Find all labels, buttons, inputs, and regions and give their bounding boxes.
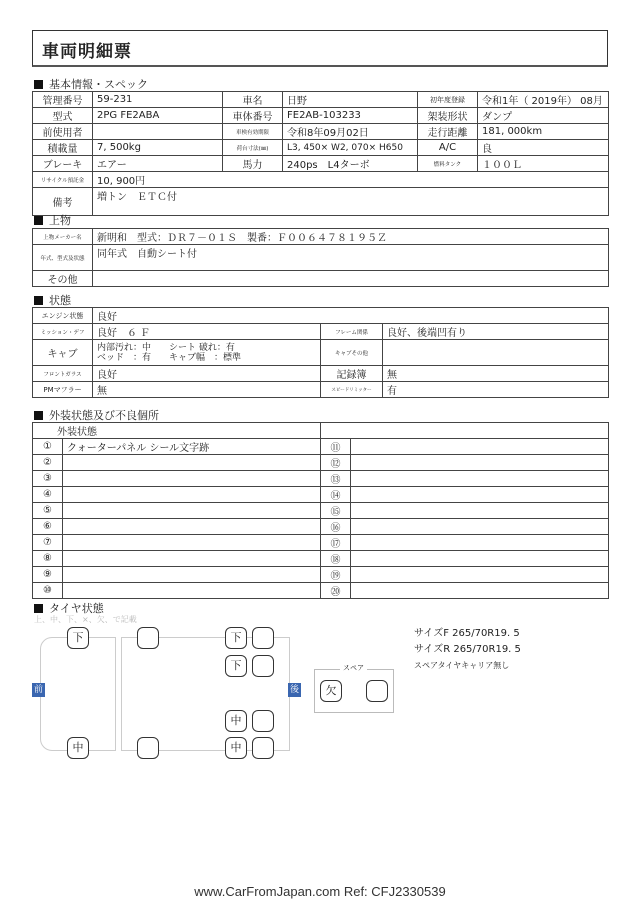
spare-label: スペア [340,663,367,673]
table-row [33,108,609,124]
label: 前使用者 [33,124,93,140]
section-exterior-heading: 外装状態及び不良個所 [34,407,159,423]
label: 走行距離 [418,124,478,140]
table-row [33,92,609,108]
fuel-value: １００Ｌ [478,156,609,172]
item-number: ⑤ [33,503,63,519]
table-row [33,340,609,366]
item-number: ④ [33,487,63,503]
item-number: ⑩ [33,583,63,599]
item-text [351,439,609,455]
table-row [33,271,609,287]
label: 上物メーカー名 [33,229,93,245]
tire-spare-1[interactable]: 欠 [320,680,342,702]
table-row [33,382,609,398]
exterior-row [33,471,609,487]
tire-rear-bot-1[interactable]: 中 [225,710,247,732]
tire-mid-top[interactable] [137,627,159,649]
label: その他 [33,271,93,287]
item-number: ⑧ [33,551,63,567]
tire-rear-top-3[interactable]: 下 [225,655,247,677]
tire-sizes [414,626,521,674]
chassis-value: FE2AB-103233 [283,108,418,124]
cab-other-value [383,340,609,366]
table-row [33,366,609,382]
label: PMマフラー [33,382,93,398]
item-text [351,503,609,519]
remarks-value: 増トン ＥＴＣ付 [93,188,609,216]
label: 記録簿 [321,366,383,382]
tire-mid-bottom[interactable] [137,737,159,759]
item-text [351,583,609,599]
limiter-value: 有 [383,382,609,398]
exterior-row [33,439,609,455]
label: エンジン状態 [33,308,93,324]
item-number: ⑥ [33,519,63,535]
table-row [33,156,609,172]
label: 車検有効期限 [223,124,283,140]
exterior-row [33,503,609,519]
inspection-value: 令和8年09月02日 [283,124,418,140]
label: 馬力 [223,156,283,172]
front-tag: 前 [33,685,43,695]
item-text [351,567,609,583]
label: 車名 [223,92,283,108]
tire-rear-bot-4[interactable] [252,737,274,759]
maker-value: 新明和 型式：ＤＲ７－０１Ｓ 製番：Ｆ００６４７８１９５Ｚ [93,229,609,245]
item-number: ⑱ [321,551,351,567]
item-text [63,567,321,583]
exterior-row [33,567,609,583]
item-number: ③ [33,471,63,487]
item-text [63,535,321,551]
item-number: ① [33,439,63,455]
item-number: ⑨ [33,567,63,583]
ac-value: 良 [478,140,609,156]
page-title: 車両明細票 [42,42,132,62]
table-row [33,229,609,245]
item-text [351,551,609,567]
tire-front-left[interactable]: 下 [67,627,89,649]
recycle-value: 10, 900円 [93,172,609,188]
basic-info-table [32,91,609,216]
exterior-table [32,422,609,599]
label: ブレーキ [33,156,93,172]
year-value: 同年式 自動シート付 [93,245,609,271]
spare-note: スペアタイヤキャリア無し [414,661,510,670]
first-reg-value: 令和1年（ 2019年） 08月 [478,92,609,108]
table-row [33,324,609,340]
label: リサイクル預託金 [33,172,93,188]
rear-tag: 後 [289,685,299,695]
car-name-value: 日野 [283,92,418,108]
exterior-row [33,487,609,503]
brake-value: エアー [93,156,223,172]
item-text [63,551,321,567]
label: 年式、型式及状態 [33,245,93,271]
table-row [33,172,609,188]
item-text [351,487,609,503]
tire-rear-top-2[interactable] [252,627,274,649]
size-front: サイズF 265/70R19. 5 [414,628,520,639]
label: スピードリミッター [321,382,383,398]
prev-user-value [93,124,223,140]
engine-value: 良好 [93,308,609,324]
label: 燃料タンク [418,156,478,172]
mission-value: 良好 ６ Ｆ [93,324,321,340]
table-row [33,140,609,156]
tire-rear-top-4[interactable] [252,655,274,677]
item-text [63,503,321,519]
exterior-row [33,583,609,599]
item-number: ⑯ [321,519,351,535]
mileage-value: 181, 000km [478,124,609,140]
item-text [351,519,609,535]
frame-value: 良好、後端凹有り [383,324,609,340]
item-text [63,583,321,599]
record-value: 無 [383,366,609,382]
item-text [351,535,609,551]
section-tires-heading: タイヤ状態 [34,600,104,616]
label: 積載量 [33,140,93,156]
item-number: ② [33,455,63,471]
exterior-row [33,535,609,551]
condition-table [32,307,609,398]
label: フロントガラス [33,366,93,382]
item-number: ⑳ [321,583,351,599]
label: 型式 [33,108,93,124]
body-type-value: ダンプ [478,108,609,124]
exterior-row [33,519,609,535]
item-text [63,455,321,471]
item-number: ⑮ [321,503,351,519]
label: 車体番号 [223,108,283,124]
label: 架装形状 [418,108,478,124]
section-condition-heading: 状態 [34,292,71,308]
hp-value: 240ps L4ターボ [283,156,418,172]
cab-line-1: 内部汚れ：中 シート 破れ：有 [97,342,235,353]
item-text [63,487,321,503]
item-text [351,455,609,471]
title-box [32,30,608,67]
label: A/C [418,140,478,156]
item-text: クォーターパネル シール文字跡 [63,439,321,455]
tire-spare-2[interactable] [366,680,388,702]
mgmt-no-value: 59-231 [93,92,223,108]
windshield-value: 良好 [93,366,321,382]
bed-size-value: L3, 450× W2, 070× H650 [283,140,418,156]
size-rear: サイズR 265/70R19. 5 [414,644,521,655]
section-basic-heading: 基本情報・スペック [34,76,148,92]
table-row [33,308,609,324]
muffler-value: 無 [93,382,321,398]
label: ミッション・デフ [33,324,93,340]
tire-hint: 上、中、下、×、欠、で記載 [34,615,137,624]
load-value: 7, 500kg [93,140,223,156]
tire-front-right[interactable]: 中 [67,737,89,759]
item-number: ⑭ [321,487,351,503]
tire-rear-top-1[interactable]: 下 [225,627,247,649]
table-row [33,245,609,271]
item-text [351,471,609,487]
exterior-row [33,551,609,567]
label: 初年度登録 [418,92,478,108]
table-row [33,124,609,140]
label: 荷台寸法(㎜) [223,140,283,156]
item-text [63,471,321,487]
item-number: ⑦ [33,535,63,551]
exterior-row [33,455,609,471]
item-number: ⑰ [321,535,351,551]
item-number: ⑪ [321,439,351,455]
exterior-header: 外装状態 [57,427,97,438]
tire-rear-bot-2[interactable] [252,710,274,732]
tire-rear-bot-3[interactable]: 中 [225,737,247,759]
item-number: ⑫ [321,455,351,471]
label: 備考 [33,188,93,216]
item-number: ⑲ [321,567,351,583]
label: フレーム関係 [321,324,383,340]
item-text [63,519,321,535]
footer-ref: www.CarFromJapan.com Ref: CFJ2330539 [194,884,446,899]
model-value: 2PG FE2ABA [93,108,223,124]
label: キャブ [33,340,93,366]
table-row [33,423,609,439]
cab-line-2: ベッド ：有 キャブ幅 ：標準 [97,352,242,363]
label: 管理番号 [33,92,93,108]
other-value [93,271,609,287]
body-table [32,228,609,287]
label: キャブその他 [321,340,383,366]
item-number: ⑬ [321,471,351,487]
cab-outline [40,637,116,751]
table-row [33,188,609,216]
section-body-heading: 上物 [34,212,71,228]
